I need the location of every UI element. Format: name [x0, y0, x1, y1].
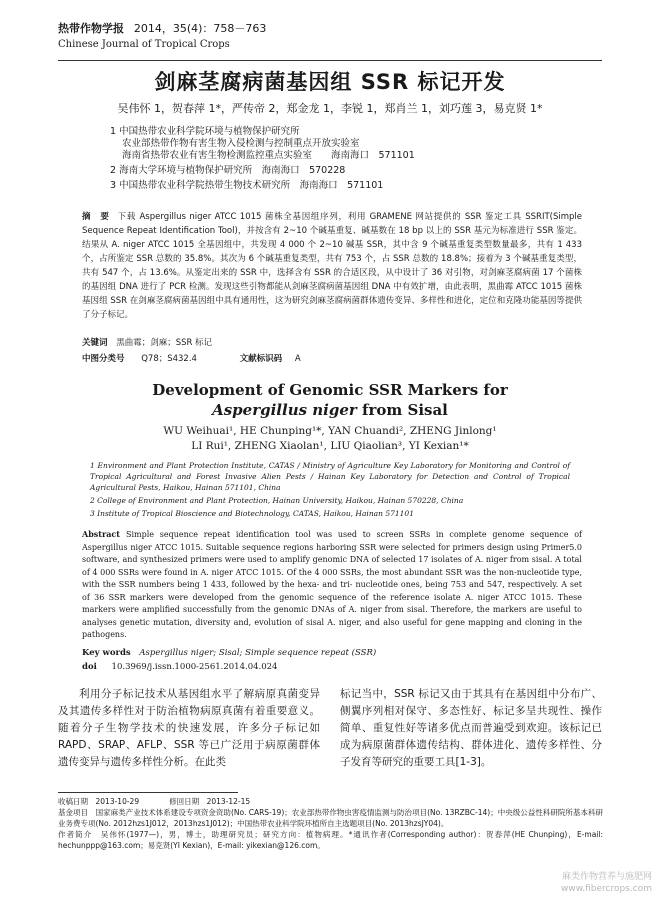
cn-aff-1b: 农业部热带作物有害生物入侵检测与控制重点开放实验室 [122, 138, 360, 149]
cn-title: 剑麻茎腐病菌基因组 SSR 标记开发 [154, 70, 506, 94]
cn-aff-1a: 1 中国热带农业科学院环境与植物保护研究所 [110, 126, 300, 137]
en-title-rest: from Sisal [356, 401, 448, 419]
footnote-funding: 基金项目 国家麻类产业技术体系建设专项资金资助(No. CARS-19)；农业部热带作物虫害疫情监测与防治项目(No. 13RZBC-14)；中央级公益性科研院所基本科研业务费专项(No. 2012hzs1J012，2013hzs1J012)；中国热带农业科学院环植所自主选题项目(No. 2013hzsJY04)。 [58, 808, 603, 828]
doc-code-value: A [294, 354, 301, 364]
cn-authors: 吴伟怀 1，贺春萍 1*，严传帝 2，郑金龙 1，李锐 1，郑肖兰 1，刘巧莲 3，易克贤 1* [117, 102, 543, 115]
body-column-left [58, 686, 320, 771]
cn-aff-1c: 海南省热带农业有害生物检测监控重点实验室 海南海口 571101 [122, 150, 415, 161]
clc-value: Q78；S432.4 [141, 354, 197, 364]
en-authors-line2: LI Rui¹, ZHENG Xiaolan¹, LIU Qiaolian³, YI Kexian¹* [191, 440, 469, 452]
en-aff-1: 1 Environment and Plant Protection Institute, CATAS / Ministry of Agriculture Key Laboratory for Monitoring and Control of Tropical Agricultural and Forest Invasive Alien Pests / Hainan Key Laboratory for Detection and Control of Tropical Agricultural Pests, Haikou, Hainan 571101, China [90, 461, 570, 492]
header-rule [58, 60, 602, 61]
en-title-species: Aspergillus niger [212, 401, 357, 419]
doi-label: doi [82, 662, 97, 672]
en-title [0, 380, 660, 420]
footnotes [58, 796, 603, 851]
en-aff-3: 3 Institute of Tropical Bioscience and Biotechnology, CATAS, Haikou, Hainan 571101 [90, 509, 414, 518]
en-abstract-label: Abstract [82, 529, 120, 539]
en-affiliations [90, 460, 570, 519]
en-aff-2: 2 College of Environment and Plant Protection, Hainan University, Haikou, Hainan 570228, China [90, 496, 464, 505]
en-authors-line1: WU Weihuai¹, HE Chunping¹*, YAN Chuandi², ZHENG Jinlong¹ [163, 425, 497, 437]
cn-keywords-label: 关键词 [82, 338, 108, 348]
en-abstract [82, 528, 582, 642]
footnote-received: 收稿日期 2013-10-29 修回日期 2013-12-15 [58, 797, 251, 806]
journal-issue: 2014，35(4)：758－763 [133, 22, 267, 35]
watermark: 麻类作物营养与施肥网 www.fibercrops.com [561, 872, 652, 894]
en-authors [0, 424, 660, 454]
body-column-right [340, 686, 602, 771]
footnote-author: 作者简介 吴伟怀(1977—)，男，博士，助理研究员；研究方向：植物病理。*通讯作者(Corresponding author)：贺春萍(HE Chunping)，E-mail: hechunppp@163.com；易克贤(YI Kexian)，E-mail: yikexian@126.com。 [58, 830, 603, 850]
en-title-line2 [0, 400, 660, 420]
clc-label: 中图分类号 [82, 354, 125, 364]
cn-keywords-text: 黑曲霉；剑麻；SSR 标记 [116, 338, 213, 348]
journal-name-cn: 热带作物学报 [58, 22, 124, 35]
en-keywords-label: Key words [82, 648, 131, 658]
en-title-line1: Development of Genomic SSR Markers for [152, 381, 508, 399]
cn-aff-3: 3 中国热带农业科学院热带生物技术研究所 海南海口 571101 [110, 180, 384, 191]
en-keywords [82, 648, 376, 658]
cn-classification [82, 352, 301, 364]
en-abstract-text: Simple sequence repeat identification tool was used to screen SSRs in complete genome sequence of Aspergillus niger ATCC 1015. Suitable sequence regions harboring SSR were selected for primers design using Primer5.0 software, and synthesized primers were used to amplify genomic DNA of selected 17 isolates of A. niger from sisal. A total of 4 000 SSRs were found in A. niger ATCC 1015. Of the 4 000 SSRs, the most abundant SSR was the non-nucleotide type, with the SSR numbers being 1 433, followed by the hexa- and tri- nucleotide ones, being 753 and 547, respectively. A set of 36 SSR markers were developed from the genomic sequence of the reference isolate A. niger ATCC 1015. These markers were amplified successfully from the genomic DNAs of A. niger from sisal. Therefore, the markers are useful to analyses genetic mutation, diversity and, evolution of sisal A. niger, and also useful for gene mapping and cloning in the pathogens. [82, 530, 582, 639]
cn-abstract-text: 下载 Aspergillus niger ATCC 1015 菌株全基因组序列，利用 GRAMENE 网站提供的 SSR 鉴定工具 SSRIT(Simple Sequence Repeat Identification Tool)，并按含有 2~10 个碱基重复、碱基数在 18 bp 以上的 SSR 基元为标准进行 SSR 鉴定。结果从 A. niger ATCC 1015 全基因组中，共发现 4 000 个 2~10 碱基 SSR，其中含 9 个碱基重复类型数量最多，共有 1 433 个，占所鉴定 SSR 总数的 35.8%。其次为 6 个碱基重复类型，共有 753 个，占 SSR 总数的 18.8%；接着为 3 个碱基重复类型，共有 547 个，占 13.6%。从鉴定出来的 SSR 中，选择含有 SSR 的合适区段，从中设计了 36 对引物，对剑麻茎腐病菌 17 个菌株的基因组 DNA 进行了 PCR 检测。发现这些引物都能从剑麻茎腐病菌基因组 DNA 中有效扩增，由此表明，黑曲霉 ATCC 1015 菌株基因组 SSR 在剑麻茎腐病菌基因组中具有通用性，这为研究剑麻茎腐病菌群体遗传变异、多样性和进化，定位和克隆功能基因等提供了分子标记。 [82, 212, 582, 320]
en-doi [82, 662, 277, 672]
doc-code-label: 文献标识码 [239, 354, 283, 364]
cn-abstract-label: 摘 要 [82, 212, 110, 222]
journal-name-en: Chinese Journal of Tropical Crops [58, 39, 230, 50]
body-paragraph-1: 利用分子标记技术从基因组水平了解病原真菌变异及其遗传多样性对于防治植物病原真菌有着重要意义。随着分子生物学技术的快速发展，许多分子标记如 RAPD、SRAP、AFLP、SSR 等已广泛用于病原菌群体遗传变异与遗传多样性分析。在此类 [58, 688, 320, 768]
cn-affiliations [110, 126, 570, 192]
doi-value: 10.3969/j.issn.1000-2561.2014.04.024 [111, 662, 278, 672]
cn-abstract [82, 210, 582, 322]
en-keywords-text: Aspergillus niger; Sisal; Simple sequence repeat (SSR) [139, 648, 377, 658]
footnote-rule [58, 792, 238, 793]
cn-keywords [82, 336, 212, 348]
cn-aff-2: 2 海南大学环境与植物保护研究所 海南海口 570228 [110, 165, 346, 176]
journal-header [58, 20, 478, 50]
body-paragraph-2: 标记当中，SSR 标记又由于其具有在基因组中分布广、侧翼序列相对保守、多态性好、标记多呈共现性、操作简单、重复性好等诸多优点而普遍受到欢迎。该标记已成为病原菌群体遗传结构、群体进化、遗传多样性、分子发育等研究的重要工具[1-3]。 [340, 688, 602, 768]
